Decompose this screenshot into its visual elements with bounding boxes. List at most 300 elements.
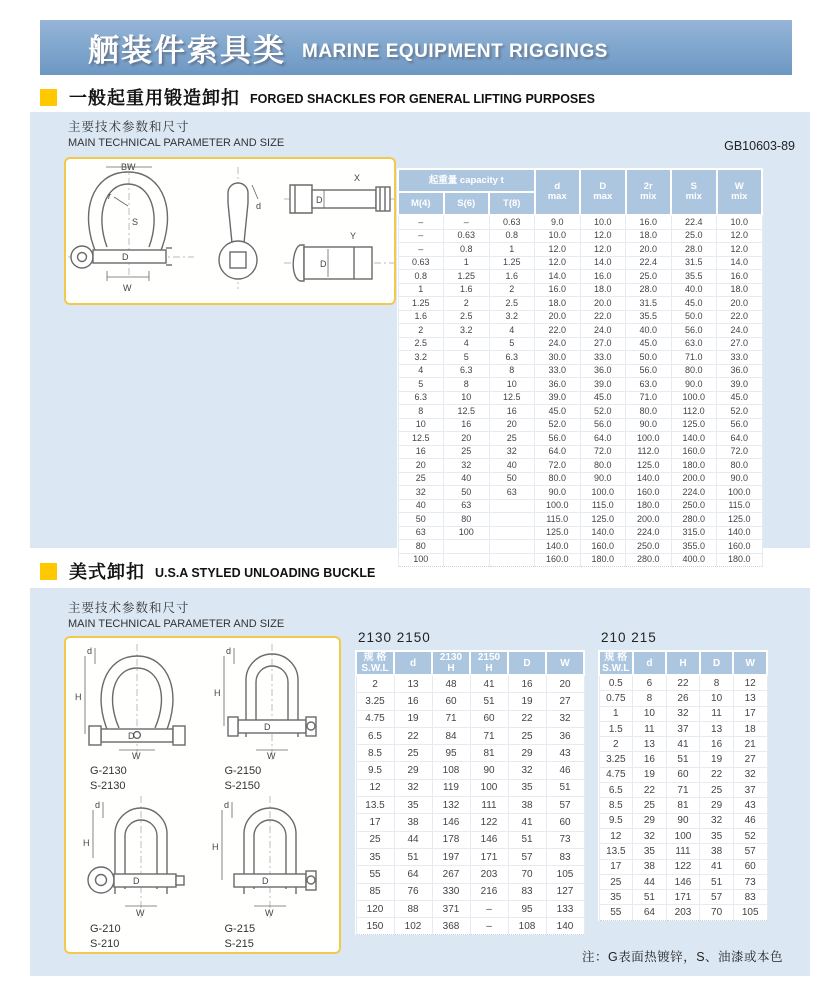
col-H: H (666, 651, 700, 675)
table-cell: 72.0 (717, 445, 763, 459)
table-cell: 56.0 (580, 418, 626, 432)
table-cell: 108 (432, 762, 470, 779)
table-cell: 25 (394, 745, 432, 762)
dim-w: W (123, 283, 132, 293)
table-row (356, 727, 584, 744)
table-cell: 8 (633, 691, 667, 706)
table-cell: 90 (470, 762, 508, 779)
table-cell: 51 (546, 779, 584, 796)
table-row (398, 283, 762, 297)
table-cell: 12.0 (717, 229, 763, 243)
table-cell: 12.0 (535, 256, 581, 270)
table-row (599, 752, 767, 767)
table-cell: 27.0 (580, 337, 626, 351)
table-cell: 32 (546, 710, 584, 727)
table-cell: 32 (508, 762, 546, 779)
table-cell: 22 (633, 783, 667, 798)
table-cell: 90.0 (626, 418, 672, 432)
table-row (599, 675, 767, 691)
table-cell: 140.0 (535, 540, 581, 554)
table-cell: 51 (633, 890, 667, 905)
table-cell: – (398, 215, 444, 229)
section1-param-label (68, 117, 284, 149)
table-cell: 52.0 (580, 405, 626, 419)
table-row (398, 553, 762, 567)
table-cell: 197 (432, 848, 470, 865)
dim-bw: BW (121, 162, 136, 172)
table-cell: 39.0 (580, 378, 626, 392)
table-row (398, 472, 762, 486)
table-cell: 20.0 (626, 243, 672, 257)
table-cell: 36.0 (717, 364, 763, 378)
table-row (599, 691, 767, 706)
table-cell: 45.0 (671, 297, 717, 311)
table-cell: 10.0 (580, 215, 626, 229)
table-cell: 180.0 (717, 553, 763, 567)
table-cell: 83 (733, 890, 767, 905)
table-cell: 43 (546, 745, 584, 762)
table-cell: 38 (394, 814, 432, 831)
table-cell: 33.0 (580, 351, 626, 365)
table-cell: 14.0 (580, 256, 626, 270)
table-cell: 18.0 (626, 229, 672, 243)
table-cell: 17 (356, 814, 394, 831)
table-cell: 125.0 (717, 513, 763, 527)
table-row (599, 813, 767, 828)
table-cell: 63 (489, 486, 535, 500)
section2-title-en: U.S.A STYLED UNLOADING BUCKLE (155, 566, 376, 580)
table-cell: 33.0 (717, 351, 763, 365)
table-row (356, 779, 584, 796)
table-cell: 25 (700, 783, 734, 798)
table-cell: 90 (666, 813, 700, 828)
table-cell: 21 (733, 737, 767, 752)
dim-w: W (264, 907, 274, 918)
banner-title-en: MARINE EQUIPMENT RIGGINGS (302, 40, 608, 62)
table-cell: 6 (633, 675, 667, 691)
table-row (356, 848, 584, 865)
table-row (599, 828, 767, 843)
table-cell: 100.0 (580, 486, 626, 500)
table-cell: 2 (444, 297, 490, 311)
table-row (398, 526, 762, 540)
table-cell: 12.0 (717, 243, 763, 257)
table-cell: 20.0 (535, 310, 581, 324)
table-cell: 41 (470, 675, 508, 693)
table-cell: 6.3 (444, 364, 490, 378)
col-s6: S(6) (444, 192, 490, 215)
dim-w: W (266, 751, 276, 761)
col-D: D (700, 651, 734, 675)
table-cell: 8 (398, 405, 444, 419)
table-row (599, 905, 767, 920)
dim-d-cap: D (122, 252, 129, 262)
table-cell: 35 (394, 797, 432, 814)
table-cell: 200.0 (626, 513, 672, 527)
table-cell: 16.0 (717, 270, 763, 284)
table-cell: 100.0 (671, 391, 717, 405)
table-cell: 64.0 (535, 445, 581, 459)
table-cell: 22 (394, 727, 432, 744)
figure-g215 (203, 794, 338, 952)
table-cell: 10 (633, 706, 667, 721)
table-cell: 36.0 (535, 378, 581, 392)
table-cell: 90.0 (671, 378, 717, 392)
table-cell: 14.0 (717, 256, 763, 270)
table-cell: 9.0 (535, 215, 581, 229)
table-cell: 50.0 (671, 310, 717, 324)
table-cell: 38 (700, 844, 734, 859)
table-cell: 71.0 (671, 351, 717, 365)
table-cell: 80 (398, 540, 444, 554)
table-cell: 35 (700, 828, 734, 843)
table-cell: 122 (470, 814, 508, 831)
param-en: MAIN TECHNICAL PARAMETER AND SIZE (68, 137, 285, 149)
dim-d: d (95, 799, 101, 810)
table-cell: 146 (666, 874, 700, 889)
table-cell: 140.0 (626, 472, 672, 486)
table-cell: 105 (546, 866, 584, 883)
figure-caption: G-215 S-215 (224, 922, 256, 950)
dim-D: D (128, 731, 135, 741)
table-cell: 80.0 (535, 472, 581, 486)
table-cell: 25.0 (626, 270, 672, 284)
col-m4: M(4) (398, 192, 444, 215)
table-row (356, 693, 584, 710)
section1-heading (40, 84, 595, 110)
table-row (356, 762, 584, 779)
table-cell: 22.0 (535, 324, 581, 338)
table-cell: 19 (508, 693, 546, 710)
table-row (398, 499, 762, 513)
col-swl: 规 格 S.W.L (356, 651, 394, 675)
table-row (398, 513, 762, 527)
table-cell (489, 553, 535, 567)
table-cell: 57 (508, 848, 546, 865)
table-row (356, 797, 584, 814)
table-row (398, 337, 762, 351)
table-cell: 8 (700, 675, 734, 691)
table-row (398, 432, 762, 446)
table-row (599, 890, 767, 905)
col-swl: 规 格 S.W.L (599, 651, 633, 675)
table-cell: 250.0 (626, 540, 672, 554)
table-cell: 122 (666, 859, 700, 874)
table-cell: 29 (700, 798, 734, 813)
table-cell: 3.2 (489, 310, 535, 324)
param-zh: 主要技术参数和尺寸 (68, 120, 190, 134)
table-cell: 224.0 (626, 526, 672, 540)
table-cell: 56.0 (535, 432, 581, 446)
col-W: W (733, 651, 767, 675)
table-cell: 22.0 (580, 310, 626, 324)
table-cell: 72.0 (580, 445, 626, 459)
table-cell: 1.25 (444, 270, 490, 284)
table-cell: 8.5 (356, 745, 394, 762)
table-cell: 1.6 (489, 270, 535, 284)
table-cell: 32 (733, 767, 767, 782)
section1-title-zh: 一般起重用锻造卸扣 (69, 88, 240, 108)
param-zh: 主要技术参数和尺寸 (68, 601, 190, 615)
table-cell: 83 (546, 848, 584, 865)
table-cell: 20.0 (717, 297, 763, 311)
col-d: d (633, 651, 667, 675)
table-cell (489, 513, 535, 527)
yellow-bullet-icon (40, 89, 57, 106)
table-cell: 32 (700, 813, 734, 828)
table-cell: 16 (633, 752, 667, 767)
table-cell: 16 (394, 693, 432, 710)
table-cell: 19 (394, 710, 432, 727)
table-cell: 35 (599, 890, 633, 905)
table-row (398, 418, 762, 432)
table-row (398, 486, 762, 500)
table-cell: 0.63 (398, 256, 444, 270)
table-cell: 31.5 (626, 297, 672, 311)
table-cell: 95 (508, 900, 546, 917)
dim-d-small: d (256, 201, 262, 211)
table-cell: 111 (470, 797, 508, 814)
table-cell: 2.5 (489, 297, 535, 311)
table-row (398, 297, 762, 311)
table-cell: 95 (432, 745, 470, 762)
table-cell: 84 (432, 727, 470, 744)
table-cell: 108 (508, 918, 546, 935)
table-cell: 40.0 (626, 324, 672, 338)
table-cell: 13 (394, 675, 432, 693)
table-cell: 55 (599, 905, 633, 920)
table-cell: 18 (733, 721, 767, 736)
table-cell: 45.0 (580, 391, 626, 405)
table-cell: 11 (633, 721, 667, 736)
table-cell: 160.0 (717, 540, 763, 554)
dim-h: H (213, 688, 221, 698)
table-row (398, 229, 762, 243)
table-row (398, 243, 762, 257)
table-cell: 111 (666, 844, 700, 859)
table-cell: 40 (444, 472, 490, 486)
table-cell: 37 (733, 783, 767, 798)
figure-caption: G-2150 S-2150 (224, 765, 262, 792)
table-cell: 28.0 (671, 243, 717, 257)
table-row (398, 310, 762, 324)
table-cell: 52.0 (717, 405, 763, 419)
table-row (356, 900, 584, 917)
col-2r-mix: 2r mix (626, 169, 672, 215)
figure-caption: G-210 S-210 (90, 922, 121, 950)
table-cell: 32 (666, 706, 700, 721)
table-cell: 51 (394, 848, 432, 865)
table-cell: 81 (470, 745, 508, 762)
table-cell: 1.25 (489, 256, 535, 270)
col-D: D (508, 651, 546, 675)
table-cell: 35.5 (671, 270, 717, 284)
table-cell: 50 (489, 472, 535, 486)
table-cell: 0.8 (398, 270, 444, 284)
table-cell: 56.0 (717, 418, 763, 432)
table-cell: 31.5 (671, 256, 717, 270)
table-cell: 60 (733, 859, 767, 874)
table-cell: 112.0 (671, 405, 717, 419)
table-cell: 280.0 (626, 553, 672, 567)
table-cell: 10.0 (717, 215, 763, 229)
standard-code: GB10603-89 (724, 139, 795, 153)
table-row (356, 866, 584, 883)
table-cell: 32 (398, 486, 444, 500)
table-cell: 12.0 (580, 243, 626, 257)
table-cell: 50.0 (626, 351, 672, 365)
usa-shackle-drawing-box (64, 636, 341, 954)
figure-g2150 (203, 642, 338, 794)
table-cell: 12.0 (580, 229, 626, 243)
table-cell: 315.0 (671, 526, 717, 540)
table-row (599, 874, 767, 889)
table-cell: 6.5 (356, 727, 394, 744)
table-cell: 2.5 (444, 310, 490, 324)
table-cell: 80.0 (717, 459, 763, 473)
table-cell: 12 (356, 779, 394, 796)
table-cell: 13.5 (356, 797, 394, 814)
table-cell: 60 (470, 710, 508, 727)
table-cell: 40.0 (671, 283, 717, 297)
table-row (398, 270, 762, 284)
table-cell: 73 (546, 831, 584, 848)
table2130-title: 2130 2150 (358, 630, 431, 645)
dim-d: d (87, 646, 93, 656)
table-cell: 125.0 (626, 459, 672, 473)
table-cell: 32 (394, 779, 432, 796)
dee-shackle-210-diagram (71, 794, 199, 922)
table-cell: – (398, 229, 444, 243)
table-cell: 160.0 (671, 445, 717, 459)
table-cell: 51 (470, 693, 508, 710)
table-cell: 100.0 (626, 432, 672, 446)
col-2130h: 2130 H (432, 651, 470, 675)
table-cell: 12.5 (489, 391, 535, 405)
table-cell: 38 (633, 859, 667, 874)
table-cell: 25 (599, 874, 633, 889)
dim-d-cap3: D (320, 259, 327, 269)
table-cell: 10 (489, 378, 535, 392)
col-2150h: 2150 H (470, 651, 508, 675)
table-cell: 0.8 (444, 243, 490, 257)
table-cell: 24.0 (580, 324, 626, 338)
table-cell: 112.0 (626, 445, 672, 459)
table-cell: 70 (508, 866, 546, 883)
table-cell: 140.0 (717, 526, 763, 540)
table-cell: 90.0 (535, 486, 581, 500)
table-cell: 267 (432, 866, 470, 883)
dim-D: D (133, 875, 140, 886)
table-cell: 22 (666, 675, 700, 691)
table-cell: 14.0 (535, 270, 581, 284)
table-cell: 88 (394, 900, 432, 917)
forged-shackle-diagram (66, 159, 394, 303)
table-cell: 46 (733, 813, 767, 828)
table-cell: 25 (633, 798, 667, 813)
table-cell: 9.5 (356, 762, 394, 779)
table-cell: 100 (470, 779, 508, 796)
table-cell: 44 (633, 874, 667, 889)
table-cell: 160.0 (580, 540, 626, 554)
table-cell: 35 (356, 848, 394, 865)
table-row (356, 675, 584, 693)
table-cell: 133 (546, 900, 584, 917)
forged-shackle-table (397, 168, 763, 567)
table-cell: 180.0 (671, 459, 717, 473)
dim-D: D (261, 875, 269, 886)
table-cell: 0.75 (599, 691, 633, 706)
col-W-mix: W mix (717, 169, 763, 215)
col-capacity: 起重量 capacity t (398, 169, 535, 192)
table-cell: 400.0 (671, 553, 717, 567)
table-cell: 50 (398, 513, 444, 527)
table-row (356, 918, 584, 935)
table-row (356, 883, 584, 900)
banner-title-zh: 舾装件索具类 (88, 33, 286, 68)
table-cell: 20 (546, 675, 584, 693)
table-cell: 57 (700, 890, 734, 905)
table-cell: 10 (700, 691, 734, 706)
table-cell: 3.2 (398, 351, 444, 365)
table-cell: 140.0 (671, 432, 717, 446)
table-cell: 13 (700, 721, 734, 736)
table-cell: 132 (432, 797, 470, 814)
table-cell: 100 (444, 526, 490, 540)
table-cell: 12 (599, 828, 633, 843)
table-cell: 71 (666, 783, 700, 798)
table-cell: 8 (444, 378, 490, 392)
table-cell: 100 (666, 828, 700, 843)
table-cell: 27.0 (717, 337, 763, 351)
col-W: W (546, 651, 584, 675)
table-cell: 41 (508, 814, 546, 831)
table-cell: 115.0 (535, 513, 581, 527)
dee-shackle-2150-diagram (206, 642, 334, 764)
table-cell: 140 (546, 918, 584, 935)
table-cell: 22 (508, 710, 546, 727)
table-cell: 80.0 (580, 459, 626, 473)
table-cell: 371 (432, 900, 470, 917)
table-cell: 171 (666, 890, 700, 905)
table-cell: 19 (700, 752, 734, 767)
table-cell: 0.5 (599, 675, 633, 691)
table-cell: 171 (470, 848, 508, 865)
table-cell: 9.5 (599, 813, 633, 828)
table-cell: 1.6 (398, 310, 444, 324)
col-d: d (394, 651, 432, 675)
table-cell: 63.0 (671, 337, 717, 351)
table-cell: 55 (356, 866, 394, 883)
table-cell: 44 (394, 831, 432, 848)
table-cell: 26 (666, 691, 700, 706)
table-cell: 4 (398, 364, 444, 378)
table-cell: 80.0 (671, 364, 717, 378)
table-cell: 2 (599, 737, 633, 752)
yellow-bullet-icon (40, 563, 57, 580)
table-cell (444, 540, 490, 554)
table-cell: 70 (700, 905, 734, 920)
table-cell: 16 (508, 675, 546, 693)
table-cell: 51 (508, 831, 546, 848)
table-cell: 25.0 (671, 229, 717, 243)
table-cell: 57 (733, 844, 767, 859)
table210-title: 210 215 (601, 630, 657, 645)
table-cell: 11 (700, 706, 734, 721)
table-row (599, 737, 767, 752)
table-cell: 140.0 (580, 526, 626, 540)
table-cell: 1 (599, 706, 633, 721)
